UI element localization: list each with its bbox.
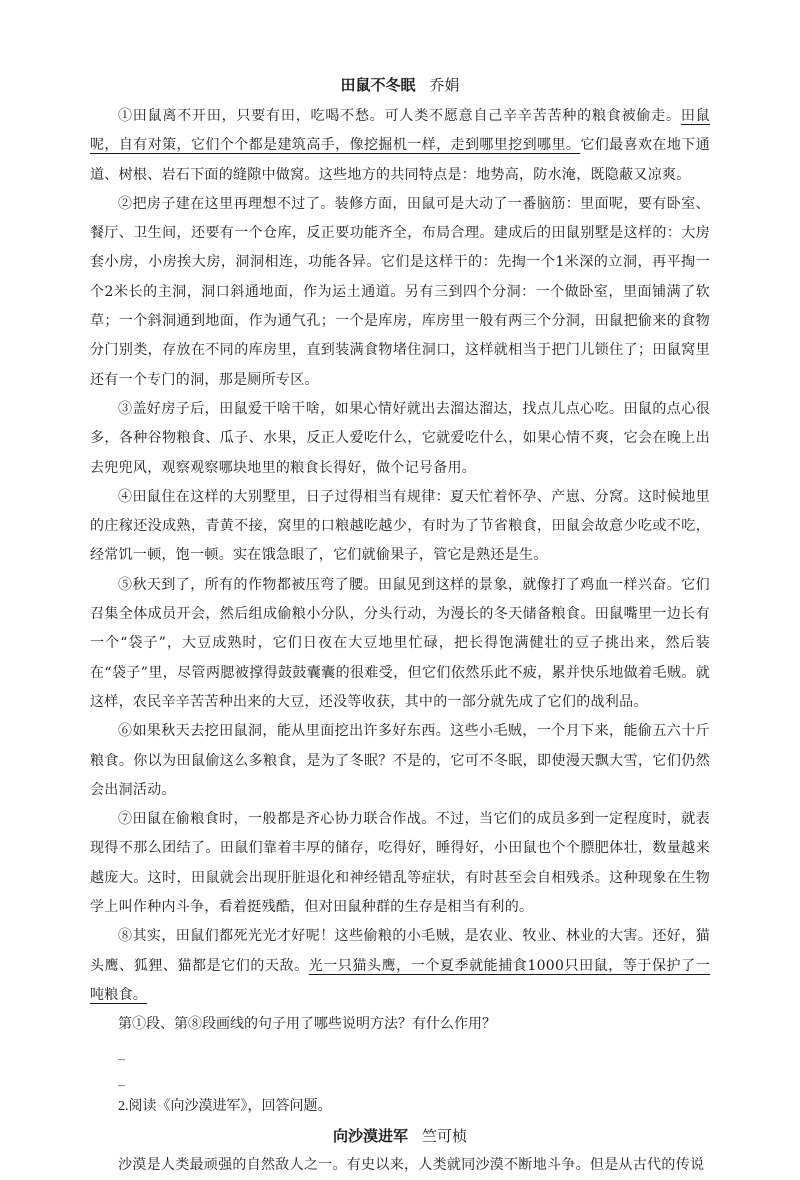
paragraph-6: ⑥如果秋天去挖田鼠洞，能从里面挖出许多好东西。这些小毛贼，一个月下来，能偷五六十斤粮食。你以为田鼠偷这么多粮食，是为了冬眠？不是的，它可不冬眠，即使漫天飘大雪，它们仍然会出洞活动。 <box>90 723 710 798</box>
question-1: 第①段、第⑧段画线的句子用了哪些说明方法？有什么作用？ <box>118 1017 496 1033</box>
article2-title: 向沙漠进军 <box>332 1126 408 1145</box>
paragraph-1-underlined: 田鼠呢，自有对策，它们个个都是建筑高手，像挖掘机一样，走到哪里挖到哪里。 <box>90 108 710 154</box>
question-2: 2.阅读《向沙漠进军》，回答问题。 <box>118 1098 332 1114</box>
paragraph-8 <box>90 922 710 1010</box>
paragraph-5: ⑤秋天到了，所有的作物都被压弯了腰。田鼠见到这样的景象，就像打了鸡血一样兴奋。它们召集全体成员开会，然后组成偷粮小分队，分头行动，为漫长的冬天储备粮食。田鼠嘴里一边长有一个“袋子”，大豆成熟时，它们日夜在大豆地里忙碌，把长得饱满健壮的豆子挑出来，然后装在“袋子”里，尽管两腮被撑得鼓鼓囊囊的很难受，但它们依然乐此不疲，累并快乐地做着毛贼。就这样，农民辛辛苦苦种出来的大豆，还没等收获，其中的一部分就先成了它们的战利品。 <box>90 576 710 710</box>
paragraph-1 <box>90 102 710 190</box>
article-title: 田鼠不冬眠 <box>340 76 416 94</box>
answer-blank-1[interactable]: _ <box>118 1044 125 1061</box>
paragraph-7: ⑦田鼠在偷粮食时，一般都是齐心协力联合作战。不过，当它们的成员多到一定程度时，就表现得不那么团结了。田鼠们靠着丰厚的储存，吃得好，睡得好，小田鼠也个个膘肥体壮，数量越来越庞大。这时，田鼠就会出现肝脏退化和神经错乱等症状，有时甚至会自相残杀。这种现象在生物学上叫作种内斗争，看着挺残酷，但对田鼠种群的生存是相当有利的。 <box>90 811 710 916</box>
paragraph-2: ②把房子建在这里再理想不过了。装修方面，田鼠可是大动了一番脑筋：里面呢，要有卧室、餐厅、卫生间，还要有一个仓库，反正要功能齐全，布局合理。建成后的田鼠别墅是这样的：大房套小房，小房挨大房，洞洞相连，功能各异。它们是这样干的：先掏一个1米深的立洞，再平掏一个2米长的主洞，洞口斜通地面，作为运土通道。另有三到四个分洞：一个做卧室，里面铺满了软草；一个斜洞通到地面，作为通气孔；一个是库房，库房里一般有两三个分洞，田鼠把偷来的食物分门别类，存放在不同的库房里，直到装满食物堵住洞口，这样就相当于把门儿锁住了；田鼠窝里还有一个专门的洞，那是厕所专区。 <box>90 195 710 388</box>
paragraph-1-text-a: ①田鼠离不开田，只要有田，吃喝不愁。可人类不愿意自己辛辛苦苦种的粮食被偷走。 <box>118 108 681 124</box>
paragraph-1-text-b: 它们最喜欢在地下通道、树根、岩石下面的缝隙中做窝。这些地方的共同特点是：地势高，防水淹，既隐蔽又凉爽。 <box>90 137 710 183</box>
article2-author: 竺可桢 <box>422 1126 468 1145</box>
article-title-row <box>90 70 710 100</box>
paragraph-8-text-a: ⑧其实，田鼠们都死光光才好呢！这些偷粮的小毛贼，是农业、牧业、林业的大害。还好，猫头鹰、狐狸、猫都是它们的天敌。 <box>90 928 710 974</box>
answer-blank-2[interactable]: _ <box>118 1070 125 1087</box>
article2-paragraph-1: 沙漠是人类最顽强的自然敌人之一。有史以来，人类就同沙漠不断地斗争。但是从古代的传说 <box>118 1156 705 1173</box>
document-page <box>90 70 710 1180</box>
article-author: 乔娟 <box>429 76 460 94</box>
paragraph-8-underlined: 光一只猫头鹰，一个夏季就能捕食1000只田鼠，等于保护了一吨粮食。 <box>90 957 711 1003</box>
paragraph-4: ④田鼠住在这样的大别墅里，日子过得相当有规律：夏天忙着怀孕、产崽、分窝。这时候地里的庄稼还没成熟，青黄不接，窝里的口粮越吃越少，有时为了节省粮食，田鼠会故意少吃或不吃，经常饥一顿，饱一顿。实在饿急眼了，它们就偷果子，管它是熟还是生。 <box>90 488 710 564</box>
paragraph-3: ③盖好房子后，田鼠爱干啥干啥，如果心情好就出去溜达溜达，找点儿点心吃。田鼠的点心很多，各种谷物粮食、瓜子、水果，反正人爱吃什么，它就爱吃什么，如果心情不爽，它会在晚上出去兜兜风，观察观察哪块地里的粮食长得好，做个记号备用。 <box>90 400 710 476</box>
article2-title-row <box>90 1121 710 1151</box>
